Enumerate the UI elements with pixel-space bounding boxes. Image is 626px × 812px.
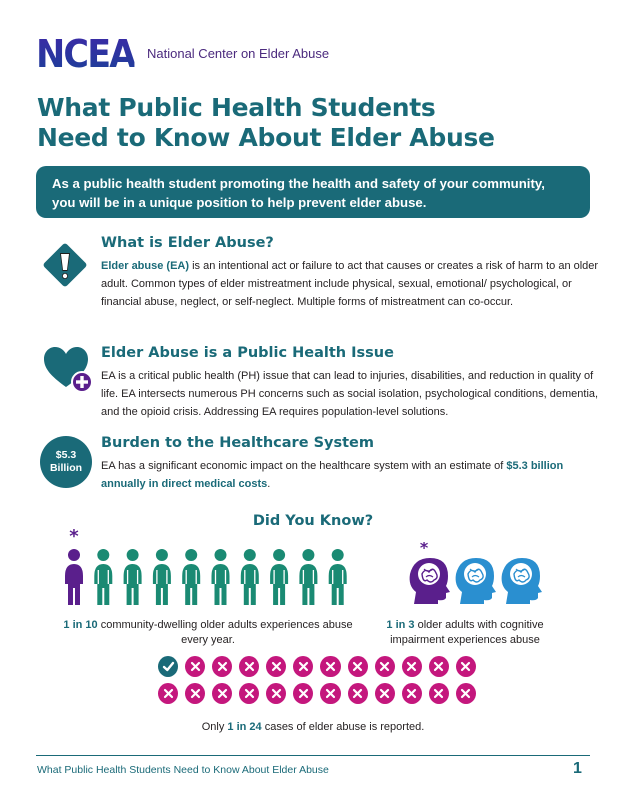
person-icon <box>212 549 230 605</box>
cases-row <box>158 683 476 704</box>
title-line-1: What Public Health Students <box>37 93 436 122</box>
unreported-x-icon <box>375 656 395 677</box>
banner-line-2: you will be in a unique position to help prevent elder abuse. <box>52 195 427 210</box>
burden-body-pre: EA has a significant economic impact on the healthcare system with an estimate of <box>101 460 507 472</box>
stat-highlight: 1 in 3 <box>386 619 415 631</box>
unreported-x-icon <box>212 656 232 677</box>
stat-1-in-3 <box>360 618 570 648</box>
ncea-logo: NCEA <box>36 32 135 76</box>
unreported-x-icon <box>185 656 205 677</box>
unreported-x-icon <box>239 683 259 704</box>
stat-highlight: 1 in 10 <box>63 619 98 631</box>
person-abused-icon <box>65 549 83 605</box>
reported-check-icon <box>158 656 178 677</box>
title-line-2: Need to Know About Elder Abuse <box>37 123 495 152</box>
brain-head-icon <box>456 558 496 604</box>
stat-text: community-dwelling older adults experiences abuse every year. <box>97 619 353 646</box>
section-body: EA is a critical public health (PH) issue that can lead to injuries, disabilities, and reduction in quality of life. EA intersects numerous PH concerns such as social isolation, psychological conditions, dementia, and the opioid crisis. Addressing EA requires population-level solutions. <box>101 370 599 418</box>
brain-icons-infographic <box>404 542 544 608</box>
money-amount: $5.3 <box>55 449 77 461</box>
person-icon <box>153 549 171 605</box>
brain-head-icon <box>502 558 542 604</box>
unreported-x-icon <box>375 683 395 704</box>
person-icon <box>94 549 112 605</box>
unreported-x-icon <box>429 656 449 677</box>
footer-divider <box>36 755 590 756</box>
unreported-x-icon <box>402 683 422 704</box>
person-icon <box>241 549 259 605</box>
reported-cases-grid <box>158 656 476 710</box>
stat-text: older adults with cognitive impairment experiences abuse <box>390 619 544 646</box>
asterisk-icon: * <box>419 542 429 557</box>
person-icon <box>299 549 317 605</box>
stat-1-in-10 <box>60 618 356 648</box>
section-heading: Burden to the Healthcare System <box>101 435 374 451</box>
reported-highlight: 1 in 24 <box>227 721 262 733</box>
page-number: 1 <box>573 760 582 777</box>
unreported-x-icon <box>402 656 422 677</box>
cases-row <box>158 656 476 677</box>
person-icon <box>182 549 200 605</box>
intro-banner <box>36 166 590 218</box>
unreported-x-icon <box>212 683 232 704</box>
footer-text: What Public Health Students Need to Know About Elder Abuse <box>37 764 329 776</box>
brain-head-affected-icon <box>410 558 450 604</box>
unreported-x-icon <box>266 656 286 677</box>
person-icon <box>329 549 347 605</box>
section-body-text: is an intentional act or failure to act that causes or creates a risk of harm to an older adult. Common types of elder mistreatment include physical, sexual, emotional/ psychological, or financial abuse, neglect, or self-neglect. Multiple forms of mistreatment can co-occur. <box>101 260 599 308</box>
unreported-x-icon <box>293 683 313 704</box>
section-heading: What is Elder Abuse? <box>101 235 274 251</box>
section-body <box>101 457 601 493</box>
money-unit: Billion <box>49 462 83 474</box>
section-heading: Elder Abuse is a Public Health Issue <box>101 345 394 361</box>
unreported-x-icon <box>266 683 286 704</box>
section-body <box>101 257 601 311</box>
banner-line-1: As a public health student promoting the health and safety of your community, <box>52 176 545 191</box>
unreported-x-icon <box>293 656 313 677</box>
section-healthcare-burden <box>101 435 601 493</box>
reported-pre: Only <box>201 721 228 733</box>
header <box>36 32 330 76</box>
person-icon <box>270 549 288 605</box>
unreported-x-icon <box>348 683 368 704</box>
unreported-x-icon <box>429 683 449 704</box>
unreported-x-icon <box>239 656 259 677</box>
reported-post: cases of elder abuse is reported. <box>261 721 425 733</box>
money-badge-icon <box>40 436 92 488</box>
section-what-is-elder-abuse <box>101 235 601 311</box>
burden-body-post: . <box>267 478 271 490</box>
unreported-x-icon <box>185 683 205 704</box>
unreported-x-icon <box>348 656 368 677</box>
did-you-know-heading: Did You Know? <box>252 513 374 529</box>
person-icon <box>124 549 142 605</box>
unreported-x-icon <box>320 683 340 704</box>
warning-diamond-icon <box>40 240 90 290</box>
reported-cases-stat <box>0 721 626 733</box>
unreported-x-icon <box>456 683 476 704</box>
unreported-x-icon <box>456 656 476 677</box>
section-public-health-issue <box>101 345 601 421</box>
heart-plus-icon <box>42 345 94 393</box>
org-name: National Center on Elder Abuse <box>147 46 330 61</box>
asterisk-icon: * <box>69 528 79 547</box>
term-highlight: Elder abuse (EA) <box>101 260 190 272</box>
unreported-x-icon <box>320 656 340 677</box>
burden-highlight: $5.3 billion annually in direct medical costs <box>101 460 564 490</box>
unreported-x-icon <box>158 683 178 704</box>
page-title <box>37 93 597 153</box>
people-icons-infographic <box>58 528 358 608</box>
